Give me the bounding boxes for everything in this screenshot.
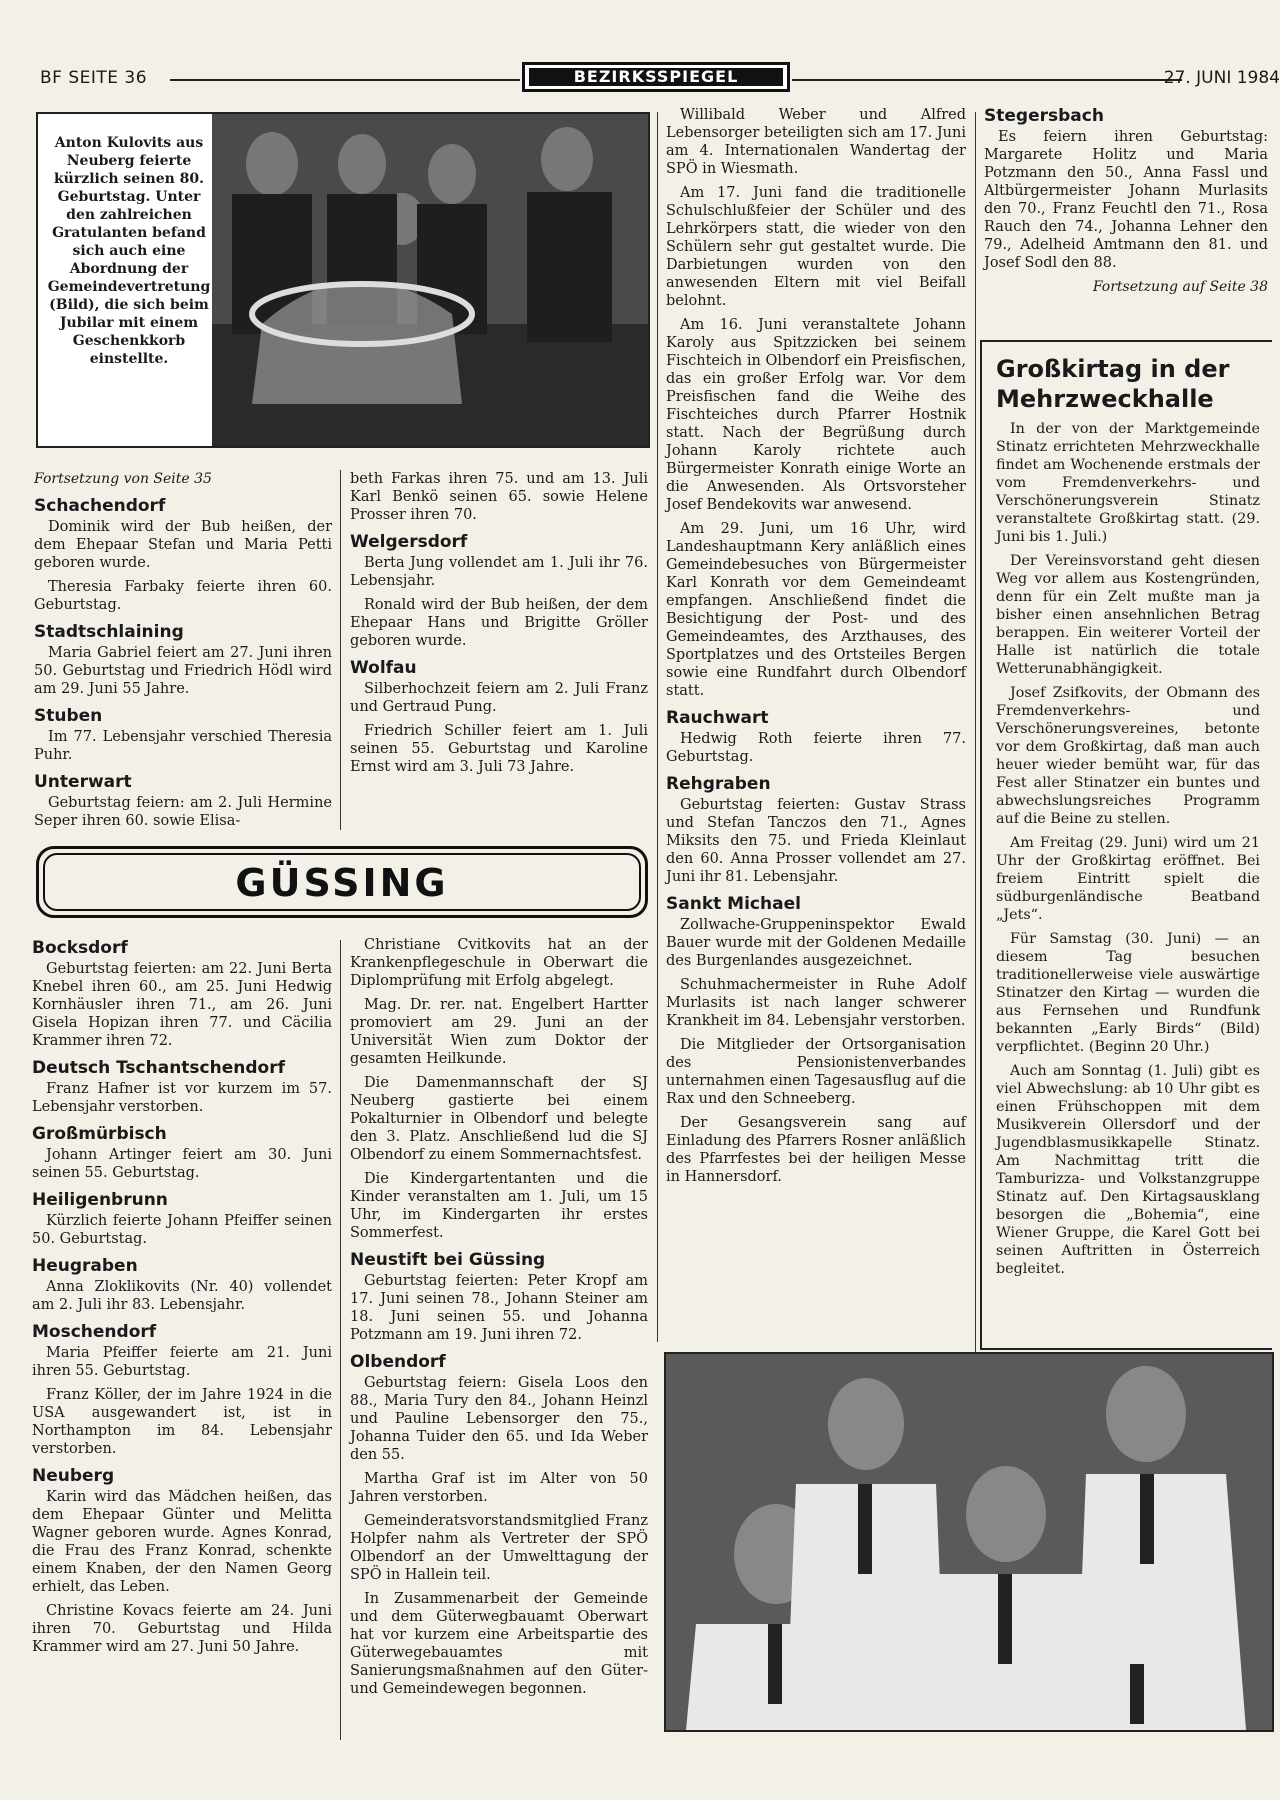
article-text: Christine Kovacs feierte am 24. Juni ihren 70. Geburtstag und Hilda Krammer wird am 27. Juni 50 Jahre. xyxy=(32,1603,332,1655)
article-text: Geburtstag feiern: am 2. Juli Hermine Seper ihren 60. sowie Elisa- xyxy=(34,795,332,829)
article-text: Karin wird das Mädchen heißen, das dem Ehepaar Günter und Melitta Wagner geboren wurde. Agnes Konrad, die Frau des Franz Konrad, schenkte einem Knaben, der den Namen Georg erhielt, das Leben. xyxy=(32,1489,332,1595)
article-text: Die Damenmannschaft der SJ Neuberg gastierte bei einem Pokalturnier in Olbendorf und belegte den 3. Platz. Anschließend lud die SJ Olbendorf zu einem Sommernachtsfest. xyxy=(350,1075,648,1163)
column-1 xyxy=(34,470,332,836)
guessing-column-1 xyxy=(32,930,332,1662)
article-text: Für Samstag (30. Juni) — an diesem Tag besuchen traditionellerweise viele auswärtige Stinatzer den Kirtag — wurden die aus Fernsehen und Rundfunk bekannten „Early Birds“ (Bild) verpflichtet. (Beginn 20 Uhr.) xyxy=(996,931,1260,1055)
guessing-banner xyxy=(36,846,648,918)
heading-schachendorf: Schachendorf xyxy=(34,496,166,516)
article-text: Der Vereinsvorstand geht diesen Weg vor allem aus Kostengründen, denn für ein Zelt mußte man ja bisher einen ansehnlichen Betrag berappen. Ein weiterer Vorteil der Halle ist natürlich die totale Wetterunabhängigkeit. xyxy=(996,553,1260,677)
article-text: Auch am Sonntag (1. Juli) gibt es viel Abwechslung: ab 10 Uhr gibt es einen Frühschoppen mit dem Musikverein Ollersdorf und der Jugendblasmusikkapelle Stinatz. Am Nachmittag tritt die Tamburizza- und Volkstanzgruppe Stinatz auf. Den Kirtagsausklang besorgen die „Bohemia“, eine Wiener Gruppe, die Karel Gott bei seinen Auftritten in Österreich begleitet. xyxy=(996,1063,1260,1277)
heading-heiligenbrunn: Heiligenbrunn xyxy=(32,1190,168,1210)
article-text: Zollwache-Gruppeninspektor Ewald Bauer wurde mit der Goldenen Medaille des Burgenlandes ausgezeichnet. xyxy=(666,917,966,969)
article-text: Am Freitag (29. Juni) wird um 21 Uhr der Großkirtag eröffnet. Bei freiem Eintritt spielt die südburgenländische Beatband „Jets“. xyxy=(996,835,1260,923)
heading-olbendorf: Olbendorf xyxy=(350,1352,446,1372)
heading-neustift: Neustift bei Güssing xyxy=(350,1250,546,1270)
article-text: Franz Köller, der im Jahre 1924 in die USA ausgewandert ist, ist in Northampton im 84. Lebensjahr verstorben. xyxy=(32,1387,332,1457)
heading-stegersbach: Stegersbach xyxy=(984,106,1104,126)
header-rule-left xyxy=(170,79,520,81)
heading-stadtschlaining: Stadtschlaining xyxy=(34,622,184,642)
article-text: Maria Pfeiffer feierte am 21. Juni ihren 55. Geburtstag. xyxy=(32,1345,332,1379)
heading-moschendorf: Moschendorf xyxy=(32,1322,157,1342)
heading-sankt-michael: Sankt Michael xyxy=(666,894,801,914)
kirtag-title: Großkirtag in der Mehrzweckhalle xyxy=(996,355,1230,413)
guessing-column-2 xyxy=(350,936,648,1704)
heading-deutsch-tschantschendorf: Deutsch Tschantschendorf xyxy=(32,1058,285,1078)
article-text: Am 16. Juni veranstaltete Johann Karoly aus Spitzzicken bei seinem Fischteich in Olbendorf ein Preisfischen, das ein großer Erfolg war. Vor dem Preisfischen fand die Weihe des Fischteiches durch Pfarrer Hostnik statt. Nach der Begrüßung durch Johann Karoly richtete auch Bürgermeister Konrath einige Worte an die Anwesenden. Als Ortsvorsteher Josef Bendekovits war anwesend. xyxy=(666,317,966,513)
article-text: Anna Zloklikovits (Nr. 40) vollendet am 2. Juli ihr 83. Lebensjahr. xyxy=(32,1279,332,1313)
heading-rehgraben: Rehgraben xyxy=(666,774,771,794)
banner-title: GÜSSING xyxy=(235,861,449,905)
article-text: Geburtstag feierten: Gustav Strass und Stefan Tanczos den 71., Agnes Miksits den 75. und Frieda Kleinlaut den 60. Anna Prosser vollendet am 27. Juni ihr 81. Lebensjahr. xyxy=(666,797,966,885)
heading-grossmuerbisch: Großmürbisch xyxy=(32,1124,167,1144)
article-text: Die Mitglieder der Ortsorganisation des Pensionistenverbandes unternahmen einen Tagesausflug auf die Rax und den Schneeberg. xyxy=(666,1037,966,1107)
article-text: In Zusammenarbeit der Gemeinde und dem Güterwegbauamt Oberwart hat vor kurzem eine Arbeitspartie des Güterwegebauamtes mit Sanierungsmaßnahmen auf den Güter- und Gemeindewegen begonnen. xyxy=(350,1591,648,1697)
photo-early-birds xyxy=(664,1352,1274,1732)
photo-kulovits xyxy=(36,112,650,448)
article-text: Josef Zsifkovits, der Obmann des Fremdenverkehrs- und Verschönerungsvereines, betonte vor dem Großkirtag, daß man auch heuer wieder bemüht war, für das Fest aller Stinatzer ein buntes und abwechslungsreiches Programm auf die Beine zu stellen. xyxy=(996,685,1260,827)
heading-heugraben: Heugraben xyxy=(32,1256,138,1276)
article-text: Franz Hafner ist vor kurzem im 57. Lebensjahr verstorben. xyxy=(32,1081,332,1115)
section-title: BEZIRKSSPIEGEL xyxy=(529,68,783,86)
kirtag-body xyxy=(996,420,1260,1278)
continued-note: Fortsetzung von Seite 35 xyxy=(34,471,212,487)
article-text: Berta Jung vollendet am 1. Juli ihr 76. Lebensjahr. xyxy=(350,555,648,589)
article-text: Maria Gabriel feiert am 27. Juni ihren 50. Geburtstag und Friedrich Hödl wird am 29. Juni 55 Jahre. xyxy=(34,645,332,697)
article-text: Ronald wird der Bub heißen, der dem Ehepaar Hans und Brigitte Gröller geboren wurde. xyxy=(350,597,648,649)
article-text: Geburtstag feierten: Peter Kropf am 17. Juni seinen 78., Johann Steiner am 18. Juni seinen 55. und Johanna Potzmann am 19. Juni ihren 72. xyxy=(350,1273,648,1343)
photo-group-image xyxy=(212,114,648,446)
column-rule xyxy=(340,470,341,830)
photo-placeholder-art xyxy=(666,1354,1272,1730)
article-text: Johann Artinger feiert am 30. Juni seinen 55. Geburtstag. xyxy=(32,1147,332,1181)
page-number: BF SEITE 36 xyxy=(40,68,148,88)
column-2 xyxy=(350,470,648,782)
article-text: Silberhochzeit feiern am 2. Juli Franz und Gertraud Pung. xyxy=(350,681,648,715)
article-text: Willibald Weber und Alfred Lebensorger beteiligten sich am 17. Juni am 4. Internationalen Wandertag der SPÖ in Wiesmath. xyxy=(666,107,966,177)
article-text: Die Kindergartentanten und die Kinder veranstalten am 1. Juli, um 15 Uhr, im Kindergarten ihr erstes Sommerfest. xyxy=(350,1171,648,1241)
column-3 xyxy=(666,106,966,1192)
column-rule xyxy=(340,940,341,1740)
heading-rauchwart: Rauchwart xyxy=(666,708,769,728)
article-text: Der Gesangsverein sang auf Einladung des Pfarrers Rosner anläßlich des Pfarrfestes bei der heiligen Messe in Hannersdorf. xyxy=(666,1115,966,1185)
column-rule xyxy=(975,112,976,1352)
article-text: Gemeinderatsvorstandsmitglied Franz Holpfer nahm als Vertreter der SPÖ Olbendorf an der Umwelttagung der SPÖ in Hallein teil. xyxy=(350,1513,648,1583)
heading-wolfau: Wolfau xyxy=(350,658,417,678)
continued-note: Fortsetzung auf Seite 38 xyxy=(1092,279,1268,295)
heading-stuben: Stuben xyxy=(34,706,103,726)
article-text: Friedrich Schiller feiert am 1. Juli seinen 55. Geburtstag und Karoline Ernst wird am 3. Juli 73 Jahre. xyxy=(350,723,648,775)
article-text: Schuhmachermeister in Ruhe Adolf Murlasits ist nach langer schwerer Krankheit im 84. Lebensjahr verstorben. xyxy=(666,977,966,1029)
heading-unterwart: Unterwart xyxy=(34,772,132,792)
section-banner xyxy=(522,62,790,92)
header-rule-right xyxy=(792,79,1182,81)
article-text: Hedwig Roth feierte ihren 77. Geburtstag. xyxy=(666,731,966,765)
article-text: Am 17. Juni fand die traditionelle Schulschlußfeier der Schüler und des Lehrkörpers statt, die wieder von den Schülern sehr gut gestaltet wurde. Die Darbietungen wurden von den anwesenden Eltern mit viel Beifall belohnt. xyxy=(666,185,966,309)
column-4 xyxy=(984,106,1268,300)
article-text: Martha Graf ist im Alter von 50 Jahren verstorben. xyxy=(350,1471,648,1505)
photo-placeholder-art xyxy=(212,114,648,446)
article-text: Im 77. Lebensjahr verschied Theresia Puhr. xyxy=(34,729,332,763)
article-text: Kürzlich feierte Johann Pfeiffer seinen 50. Geburtstag. xyxy=(32,1213,332,1247)
article-text: beth Farkas ihren 75. und am 13. Juli Karl Benkö seinen 65. sowie Helene Prosser ihren 70. xyxy=(350,471,648,523)
photo-caption: Anton Kulovits aus Neuberg feierte kürzlich seinen 80. Geburtstag. Unter den zahlreichen Gratulanten befand sich auch eine Abordnung der Gemeindevertretung (Bild), die sich beim Jubilar mit einem Geschenkkorb einstellte. xyxy=(47,135,211,367)
heading-bocksdorf: Bocksdorf xyxy=(32,938,128,958)
article-text: Dominik wird der Bub heißen, der dem Ehepaar Stefan und Maria Petti geboren wurde. xyxy=(34,519,332,571)
article-text: Christiane Cvitkovits hat an der Krankenpflegeschule in Oberwart die Diplomprüfung mit Erfolg abgelegt. xyxy=(350,937,648,989)
article-text: Mag. Dr. rer. nat. Engelbert Hartter promoviert am 29. Juni an der Universität Wien zum Doktor der gesamten Heilkunde. xyxy=(350,997,648,1067)
article-text: Am 29. Juni, um 16 Uhr, wird Landeshauptmann Kery anläßlich eines Gemeindebesuches von Bürgermeister Karl Konrath vor dem Gemeindeamt empfangen. Anschließend findet die Besichtigung der Post- und des Gemeindeamtes, des Arzthauses, des Sportplatzes und des Ortsteiles Bergen sowie eine Rundfahrt durch Olbendorf statt. xyxy=(666,521,966,699)
article-text: Es feiern ihren Geburtstag: Margarete Holitz und Maria Potzmann den 50., Anna Fassl und Altbürgermeister Johann Murlasits den 70., Franz Feuchtl den 71., Rosa Rauch den 74., Johanna Lehner den 79., Adelheid Amtmann den 81. und Josef Sodl den 88. xyxy=(984,129,1268,271)
page-header xyxy=(30,62,1280,94)
article-text: Geburtstag feiern: Gisela Loos den 88., Maria Tury den 84., Johann Heinzl und Pauline Lebensorger den 75., Johanna Tuider den 65. und Ida Weber den 55. xyxy=(350,1375,648,1463)
heading-neuberg: Neuberg xyxy=(32,1466,115,1486)
kirtag-article-box xyxy=(980,340,1272,1350)
column-rule xyxy=(657,112,658,1342)
heading-welgersdorf: Welgersdorf xyxy=(350,532,468,552)
issue-date: 27. JUNI 1984 xyxy=(1163,68,1280,88)
article-text: Theresia Farbaky feierte ihren 60. Geburtstag. xyxy=(34,579,332,613)
article-text: In der von der Marktgemeinde Stinatz errichteten Mehrzweckhalle findet am Wochenende erstmals der vom Fremdenverkehrs- und Verschönerungsverein Stinatz veranstaltete Großkirtag statt. (29. Juni bis 1. Juli.) xyxy=(996,421,1260,545)
article-text: Geburtstag feierten: am 22. Juni Berta Knebel ihren 60., am 25. Juni Hedwig Kornhäusler ihren 71., am 26. Juni Gisela Hopizan ihren 77. und Cäcilia Krammer ihren 72. xyxy=(32,961,332,1049)
